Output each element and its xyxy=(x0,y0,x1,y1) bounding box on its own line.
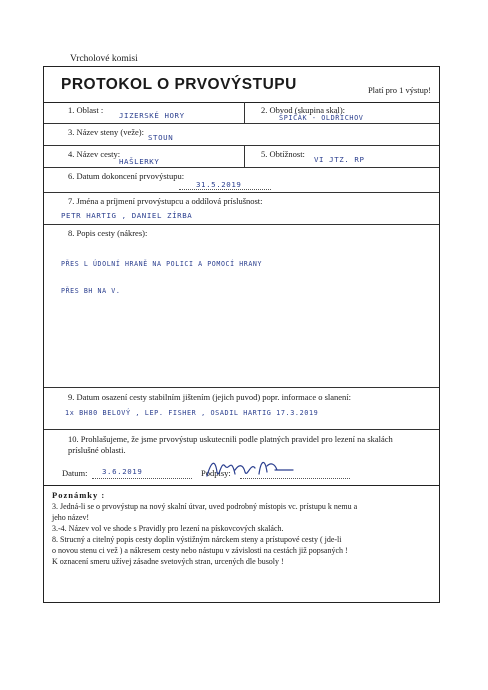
row-completion-date xyxy=(44,168,439,193)
column-divider xyxy=(244,146,245,167)
route-label: 4. Název cesty: xyxy=(68,149,121,159)
note-line: K oznacení smeru užívej zásadne svetových stran, urcených dle busoly ! xyxy=(52,557,284,566)
anchors-value: 1x BH80 BELOVÝ , LEP. FISHER , OSADIL HARTIG 17.3.2019 xyxy=(65,409,319,417)
district-value: ŠPIČÁK - OLDŘICHOV xyxy=(279,114,364,122)
note-line: 3.-4. Název vol ve shode s Pravidly pro lezení na pískovcových skalách. xyxy=(52,524,284,533)
grade-label: 5. Obtížnost: xyxy=(261,149,305,159)
wall-label: 3. Název steny (veže): xyxy=(68,127,144,137)
row-route-grade xyxy=(44,146,439,168)
date-dotted-line xyxy=(179,189,271,190)
anchors-label: 9. Datum osazení cesty stabilním jištením (jejich puvod) popr. informace o slanení: xyxy=(68,392,352,402)
climbers-value: PETR HARTIG , DANIEL ZÍRBA xyxy=(61,211,193,220)
declaration-line: príslušné oblasti. xyxy=(68,445,126,455)
protocol-form xyxy=(43,66,440,603)
note-line: o novou stenu ci vež ) a nákresem cesty nebo nástupu v závislosti na cestách již popsaných ! xyxy=(52,546,348,555)
column-divider xyxy=(244,102,245,123)
commission-label: Vrcholové komisi xyxy=(70,54,138,64)
date-dotted-line xyxy=(92,478,192,479)
description-line: PŘES BH NA V. xyxy=(61,287,121,295)
signature-scribble xyxy=(201,452,297,482)
route-value: HAŠLERKY xyxy=(119,157,160,166)
row-area-district xyxy=(44,102,439,124)
row-anchors xyxy=(44,388,439,430)
note-line: 3. Jedná-li se o prvovýstup na nový skalní útvar, uved podrobný místopis vc. prístupu k nemu a xyxy=(52,502,358,511)
declaration-date-value: 3.6.2019 xyxy=(102,467,143,476)
valid-note: Platí pro 1 výstup! xyxy=(367,85,431,95)
climbers-label: 7. Jména a príjmení prvovýstupcu a oddílová príslušnost: xyxy=(68,196,263,206)
area-value: JIZERSKÉ HORY xyxy=(119,111,185,120)
description-line: PŘES L ÚDOLNÍ HRANĚ NA POLICI A POMOCÍ HRANY xyxy=(61,260,263,268)
page-title: PROTOKOL O PRVOVÝSTUPU xyxy=(61,76,297,93)
signature-label: Podpisy: xyxy=(201,468,231,478)
title-row xyxy=(44,67,439,103)
note-line: 8. Strucný a citelný popis cesty doplin výstižným nárckem steny a prístupové cesty ( jde-li xyxy=(52,535,342,544)
row-climbers xyxy=(44,193,439,225)
description-label: 8. Popis cesty (nákres): xyxy=(68,228,148,238)
grade-value: VI JTZ. RP xyxy=(314,155,365,164)
completion-date-value: 31.5.2019 xyxy=(196,180,242,189)
row-description xyxy=(44,225,439,388)
district-label: 2. Obvod (skupina skal): xyxy=(261,105,346,115)
date-label: Datum: xyxy=(62,468,88,478)
note-line: jeho název! xyxy=(52,513,90,522)
wall-value: STOUN xyxy=(148,133,174,142)
area-label: 1. Oblast : xyxy=(68,105,104,115)
notes-heading: Poznámky : xyxy=(52,490,106,500)
completion-date-label: 6. Datum dokoncení prvovýstupu: xyxy=(68,171,185,181)
row-wall xyxy=(44,124,439,146)
declaration-line: 10. Prohlašujeme, že jsme prvovýstup uskutecnili podle platných pravidel pro lezení na skalách xyxy=(68,434,393,444)
